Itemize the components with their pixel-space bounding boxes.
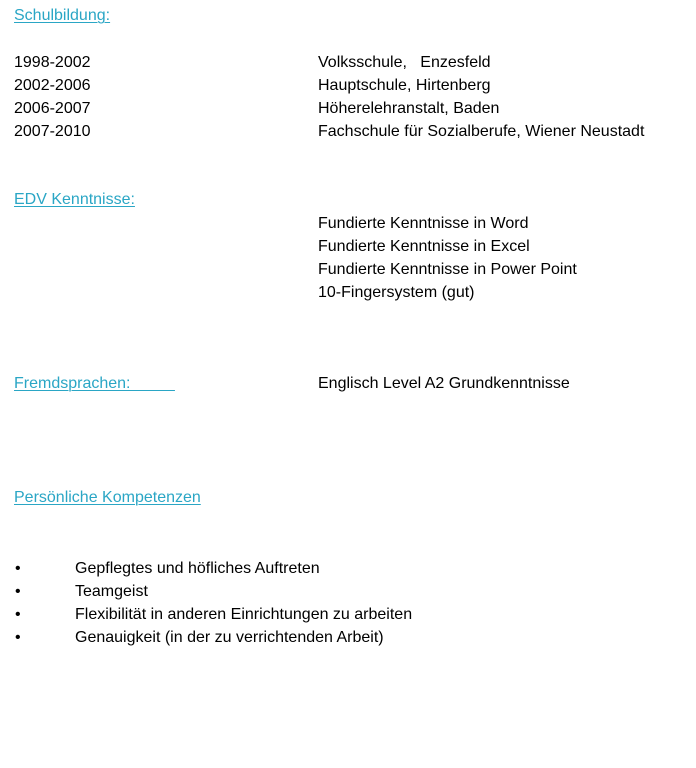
education-row [0, 51, 696, 74]
list-item [0, 603, 696, 626]
education-school: Fachschule für Sozialberufe, Wiener Neustadt [318, 123, 645, 140]
section-heading-edv: EDV Kenntnisse: [14, 191, 135, 208]
education-years: 2002-2006 [14, 77, 91, 94]
competence-text: Flexibilität in anderen Einrichtungen zu arbeiten [75, 606, 413, 623]
education-years: 2007-2010 [14, 123, 91, 140]
competence-text: Gepflegtes und höfliches Auftreten [75, 560, 320, 577]
list-item [0, 580, 696, 603]
skill-item: Fundierte Kenntnisse in Word [318, 215, 529, 232]
language-row [0, 372, 696, 395]
skill-item: Fundierte Kenntnisse in Power Point [318, 261, 577, 278]
skill-row [0, 281, 696, 304]
education-row [0, 74, 696, 97]
education-years: 2006-2007 [14, 100, 91, 117]
section-heading-kompetenzen: Persönliche Kompetenzen [14, 489, 201, 506]
list-item [0, 557, 696, 580]
section-heading-schulbildung: Schulbildung: [14, 7, 111, 24]
competence-text: Genauigkeit (in der zu verrichtenden Arbeit) [75, 629, 384, 646]
skill-item: Fundierte Kenntnisse in Excel [318, 238, 530, 255]
bullet-icon: • [15, 606, 21, 623]
section-heading-fremdsprachen: Fremdsprachen: [14, 375, 175, 392]
bullet-icon: • [15, 629, 21, 646]
bullet-icon: • [15, 583, 21, 600]
language-value: Englisch Level A2 Grundkenntnisse [318, 375, 570, 392]
education-row [0, 120, 696, 143]
competence-text: Teamgeist [75, 583, 148, 600]
list-item [0, 626, 696, 649]
education-school: Volksschule, Enzesfeld [318, 54, 491, 71]
education-school: Höherelehranstalt, Baden [318, 100, 500, 117]
skill-row [0, 212, 696, 235]
skill-row [0, 258, 696, 281]
skill-item: 10-Fingersystem (gut) [318, 284, 475, 301]
education-school: Hauptschule, Hirtenberg [318, 77, 491, 94]
bullet-icon: • [15, 560, 21, 577]
skill-row [0, 235, 696, 258]
education-row [0, 97, 696, 120]
education-years: 1998-2002 [14, 54, 91, 71]
